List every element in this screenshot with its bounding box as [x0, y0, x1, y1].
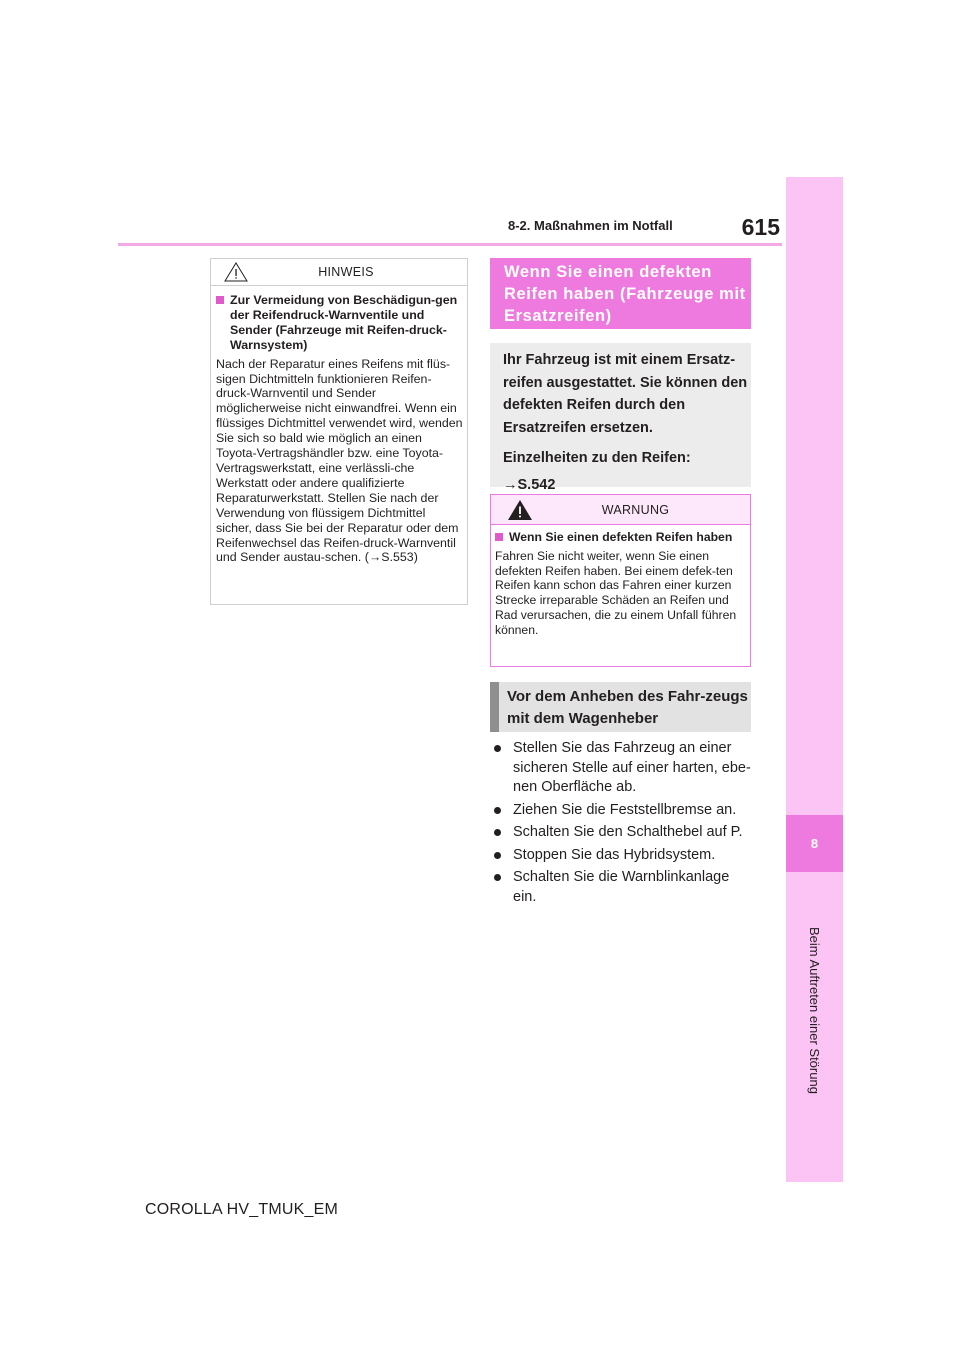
- chapter-title-label: Beim Auftreten einer Störung: [807, 926, 822, 1094]
- notice-heading-text: Zur Vermeidung von Beschädigun-gen der Reifendruck-Warnventile und Sender (Fahrzeuge mit Reifen-druck-Warnsystem): [230, 293, 458, 352]
- warning-title: WARNUNG: [601, 502, 670, 517]
- square-bullet-icon: [216, 296, 224, 304]
- list-item-text: Ziehen Sie die Feststellbremse an.: [513, 801, 737, 818]
- bullet-dot-icon: [494, 807, 501, 814]
- list-item: [490, 739, 755, 798]
- list-item: [490, 846, 755, 866]
- header-divider: [118, 243, 782, 246]
- notice-box: [210, 258, 468, 605]
- chapter-title-tab[interactable]: [786, 880, 843, 1140]
- list-item-text: Stellen Sie das Fahrzeug an einer sicheren Stelle auf einer harten, ebe-nen Oberfläche ab.: [513, 740, 751, 795]
- section-title: Wenn Sie einen defekten Reifen haben (Fahrzeuge mit Ersatzreifen): [490, 258, 751, 329]
- step-list: [490, 739, 755, 910]
- notice-heading: [216, 293, 464, 353]
- bullet-dot-icon: [494, 745, 501, 752]
- notice-header: [211, 259, 467, 286]
- notice-body: [216, 293, 464, 565]
- footer-model-code: COROLLA HV_TMUK_EM: [145, 1201, 338, 1218]
- list-item-text: Schalten Sie den Schalthebel auf P.: [513, 824, 743, 840]
- notice-title: HINWEIS: [318, 265, 374, 279]
- list-item-text: Stoppen Sie das Hybridsystem.: [513, 846, 716, 863]
- square-bullet-icon: [495, 533, 503, 541]
- warning-header: [491, 495, 750, 525]
- warning-box: [490, 494, 751, 667]
- warning-paragraph: Fahren Sie nicht weiter, wenn Sie einen defekten Reifen haben. Bei einem defek-ten Reifen kann schon das Fahren einer kurzen Strecke irreparable Schäden an Reifen und Rad verursachen, die zu einem Unfall führen können.: [495, 548, 737, 637]
- page-reference-link[interactable]: →S.542: [503, 476, 556, 493]
- warning-heading-text: Wenn Sie einen defekten Reifen haben: [509, 530, 733, 544]
- section-breadcrumb: 8-2. Maßnahmen im Notfall: [508, 218, 673, 233]
- subsection-title: Vor dem Anheben des Fahr-zeugs mit dem Wagenheber: [490, 682, 751, 732]
- warning-triangle-icon: [507, 499, 533, 521]
- list-item-text: Schalten Sie die Warnblinkanlage ein.: [513, 869, 730, 905]
- bullet-dot-icon: [494, 874, 501, 881]
- list-item: [490, 868, 755, 907]
- page-number: 615: [741, 214, 780, 240]
- info-details-label: Einzelheiten zu den Reifen:: [503, 450, 691, 466]
- caution-triangle-icon: [224, 262, 248, 282]
- notice-paragraph: Nach der Reparatur eines Reifens mit flüs-sigen Dichtmitteln funktionieren Reifen-druck-Warnventil und Sender möglicherweise nicht einwandfrei. Wenn ein flüssiges Dichtmittel verwendet wird, wenden Sie sich so bald wie möglich an einen Toyota-Vertragshändler bzw. eine Toyota-Vertragswerkstatt, eine verlässli-che Werkstatt oder andere qualifizierte Reparaturwerkstatt. Stellen Sie nach der Verwendung von flüssigem Dichtmittel sicher, dass Sie bei der Reparatur oder dem Reifenwechsel das Reifen-druck-Warnventil und Sender austau-schen. (→S.553): [216, 356, 463, 565]
- warning-body: [495, 530, 745, 638]
- warning-heading: [495, 530, 745, 545]
- bullet-dot-icon: [494, 829, 501, 836]
- list-item: [490, 801, 755, 821]
- bullet-dot-icon: [494, 852, 501, 859]
- info-text: Ihr Fahrzeug ist mit einem Ersatz-reifen ausgestattet. Sie können den defekten Reifen durch den Ersatzreifen ersetzen.: [503, 352, 748, 436]
- info-box: [490, 343, 751, 493]
- chapter-number-tab[interactable]: 8: [786, 815, 843, 872]
- list-item: [490, 823, 755, 843]
